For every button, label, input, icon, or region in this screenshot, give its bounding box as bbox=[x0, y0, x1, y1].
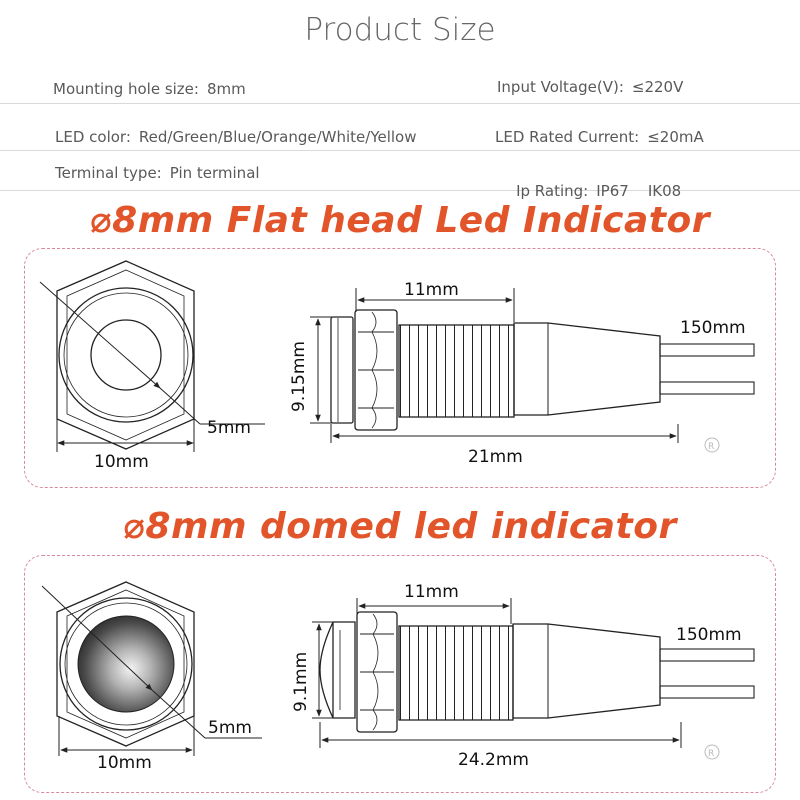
spec-value: ≤220V bbox=[631, 78, 684, 96]
domed-panel bbox=[24, 555, 776, 793]
spec-divider bbox=[0, 150, 800, 151]
flat-front-width-label: 10mm bbox=[94, 452, 149, 472]
flat-panel bbox=[24, 248, 776, 488]
domed-total-length-label: 24.2mm bbox=[458, 750, 529, 770]
spec-value: Pin terminal bbox=[169, 164, 260, 182]
spec-label: LED Rated Current: bbox=[495, 128, 640, 146]
domed-front-width-label: 10mm bbox=[97, 753, 152, 773]
spec-value: IP67 IK08 bbox=[596, 182, 682, 200]
flat-thread-length-label: 11mm bbox=[404, 280, 459, 300]
spec-label: Input Voltage(V): bbox=[497, 78, 624, 96]
page-title: Product Size bbox=[304, 12, 496, 48]
spec-label: LED color: bbox=[55, 128, 131, 146]
spec-label: Ip Rating: bbox=[516, 182, 589, 200]
spec-value: 8mm bbox=[206, 80, 246, 98]
spec-value: Red/Green/Blue/Orange/White/Yellow bbox=[138, 128, 417, 146]
svg-text:R: R bbox=[708, 442, 715, 452]
domed-wire-length-label: 150mm bbox=[676, 625, 742, 645]
spec-input-voltage bbox=[497, 78, 683, 96]
domed-section-title: ⌀8mm domed led indicator bbox=[123, 506, 677, 547]
spec-rated-current bbox=[495, 128, 704, 146]
flat-lens-label: 5mm bbox=[207, 418, 251, 438]
spec-divider bbox=[0, 103, 800, 104]
domed-lens-label: 5mm bbox=[208, 718, 252, 738]
spec-label: Terminal type: bbox=[55, 164, 162, 182]
flat-height-label: 9.15mm bbox=[289, 341, 309, 412]
spec-terminal-type bbox=[55, 164, 260, 182]
domed-height-label: 9.1mm bbox=[291, 651, 311, 712]
domed-thread-length-label: 11mm bbox=[404, 582, 459, 602]
spec-mounting-hole bbox=[53, 80, 246, 98]
spec-label: Mounting hole size: bbox=[53, 80, 199, 98]
flat-wire-length-label: 150mm bbox=[680, 318, 746, 338]
spec-led-color bbox=[55, 128, 417, 146]
flat-section-title: ⌀8mm Flat head Led Indicator bbox=[89, 200, 710, 241]
spec-value: ≤20mA bbox=[647, 128, 704, 146]
svg-text:R: R bbox=[708, 749, 715, 759]
flat-total-length-label: 21mm bbox=[468, 447, 523, 467]
